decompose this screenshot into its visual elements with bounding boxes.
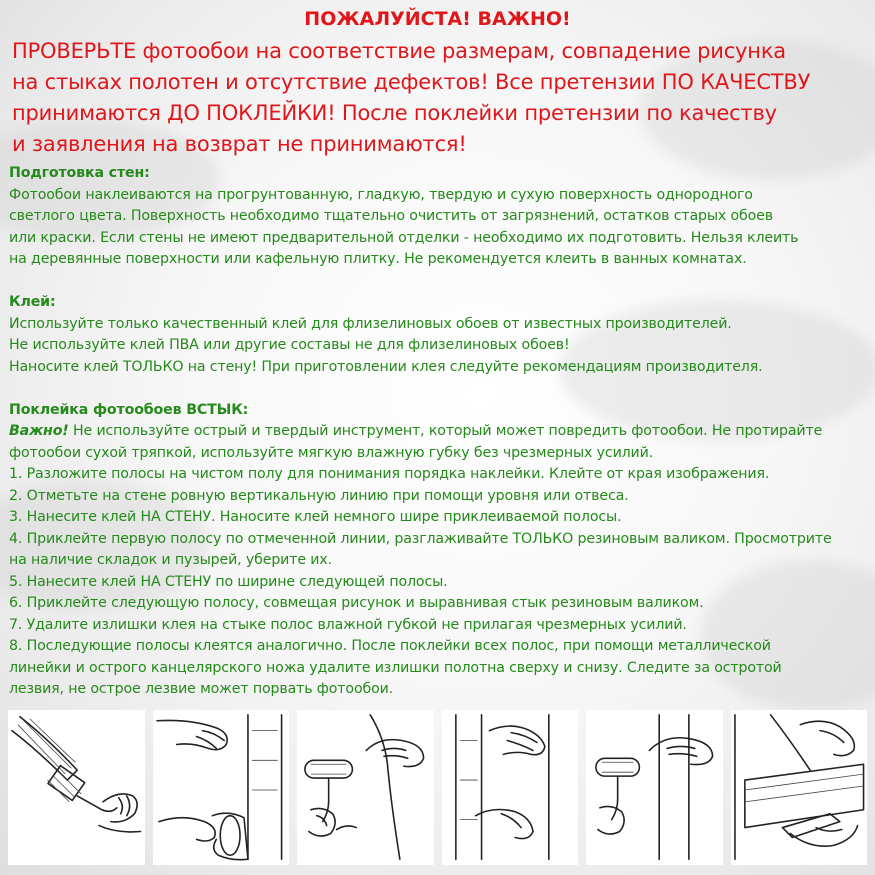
- warning-text: [12, 36, 872, 160]
- walls-line: на деревянные поверхности или кафельную плитку. Не рекомендуется клеить в ванных комнатах.: [9, 251, 747, 267]
- hands-placing-icon: [153, 710, 290, 865]
- step-line: на наличие складок и пузырей, уберите их.: [9, 552, 332, 568]
- step-line: 7. Удалите излишки клея на стыке полос влажной губкой не прилагая чрезмерных усилий.: [9, 616, 687, 633]
- warning-line: принимаются ДО ПОКЛЕЙКИ! После поклейки претензии по качеству: [12, 101, 777, 125]
- important-line: фотообои сухой тряпкой, используйте мягкую влажную губку без чрезмерных усилий.: [9, 444, 654, 461]
- step-line: 3. Нанесите клей НА СТЕНУ. Наносите клей немного шире приклеиваемой полосы.: [9, 509, 622, 525]
- glue-line: Не используйте клей ПВА или другие составы не для флизелиновых обоев!: [9, 337, 570, 353]
- step-line: 2. Отметьте на стене ровную вертикальную линию при помощи уровня или отвеса.: [9, 487, 629, 504]
- glue-heading: Клей:: [9, 294, 56, 310]
- hands-aligning-icon: [442, 710, 579, 865]
- illustration-placing: [153, 710, 290, 865]
- roller-seam-icon: [586, 710, 723, 865]
- illustration-roller-seam: [586, 710, 723, 865]
- illustration-strip: [8, 710, 867, 865]
- warning-line: на стыках полотен и отсутствие дефектов! Все претензии ПО КАЧЕСТВУ: [12, 70, 811, 94]
- knife-trim-icon: [731, 710, 868, 865]
- illustration-brush: [8, 710, 145, 865]
- illustration-knife: [731, 710, 868, 865]
- walls-line: Фотообои наклеиваются на прогрунтованную, гладкую, твердую и сухую поверхность однородного: [9, 186, 753, 203]
- glue-line: Наносите клей ТОЛЬКО на стену! При приготовлении клея следуйте рекомендациям производителя.: [9, 358, 763, 375]
- warning-title: ПОЖАЛУЙСТА! ВАЖНО!: [304, 8, 571, 30]
- illustration-seam: [442, 710, 579, 865]
- walls-heading: Подготовка стен:: [9, 165, 150, 181]
- warning-line: ПРОВЕРЬТЕ фотообои на соответствие размерам, совпадение рисунка: [12, 39, 786, 63]
- step-line: 1. Разложите полосы на чистом полу для понимания порядка наклейки. Клейте от края изображения.: [9, 466, 770, 482]
- important-label: Важно!: [9, 423, 69, 439]
- glue-line: Используйте только качественный клей для флизелиновых обоев от известных производителей.: [9, 315, 732, 332]
- warning-line: и заявления на возврат не принимаются!: [12, 132, 467, 156]
- illustration-roller: [297, 710, 434, 865]
- walls-line: светлого цвета. Поверхность необходимо тщательно очистить от загрязнений, остатков старых обоев: [9, 208, 773, 224]
- step-line: линейки и острого канцелярского ножа удалите излишки полотна сверху и снизу. Следите за остротой: [9, 659, 782, 676]
- step-line: 4. Приклейте первую полосу по отмеченной линии, разглаживайте ТОЛЬКО резиновым валиком. Просмотрите: [9, 530, 832, 547]
- step-line: 8. Последующие полосы клеятся аналогично. После поклейки всех полос, при помощи металлической: [9, 638, 771, 654]
- important-text: Не используйте острый и твердый инструмент, который может повредить фотообои. Не протирайте: [68, 423, 823, 439]
- step-line: лезвия, не острое лезвие может порвать фотообои.: [9, 681, 394, 697]
- brush-glue-icon: [8, 710, 145, 865]
- hanging-heading: Поклейка фотообоев ВСТЫК:: [9, 401, 249, 418]
- roller-icon: [297, 710, 434, 865]
- walls-line: или краски. Если стены не имеют предварительной отделки - необходимо их подготовить. Нельзя клеить: [9, 229, 799, 246]
- important-note: [9, 421, 871, 443]
- instructions: [9, 163, 871, 701]
- step-line: 5. Нанесите клей НА СТЕНУ по ширине следующей полосы.: [9, 573, 448, 590]
- step-line: 6. Приклейте следующую полосу, совмещая рисунок и выравнивая стык резиновым валиком.: [9, 595, 704, 611]
